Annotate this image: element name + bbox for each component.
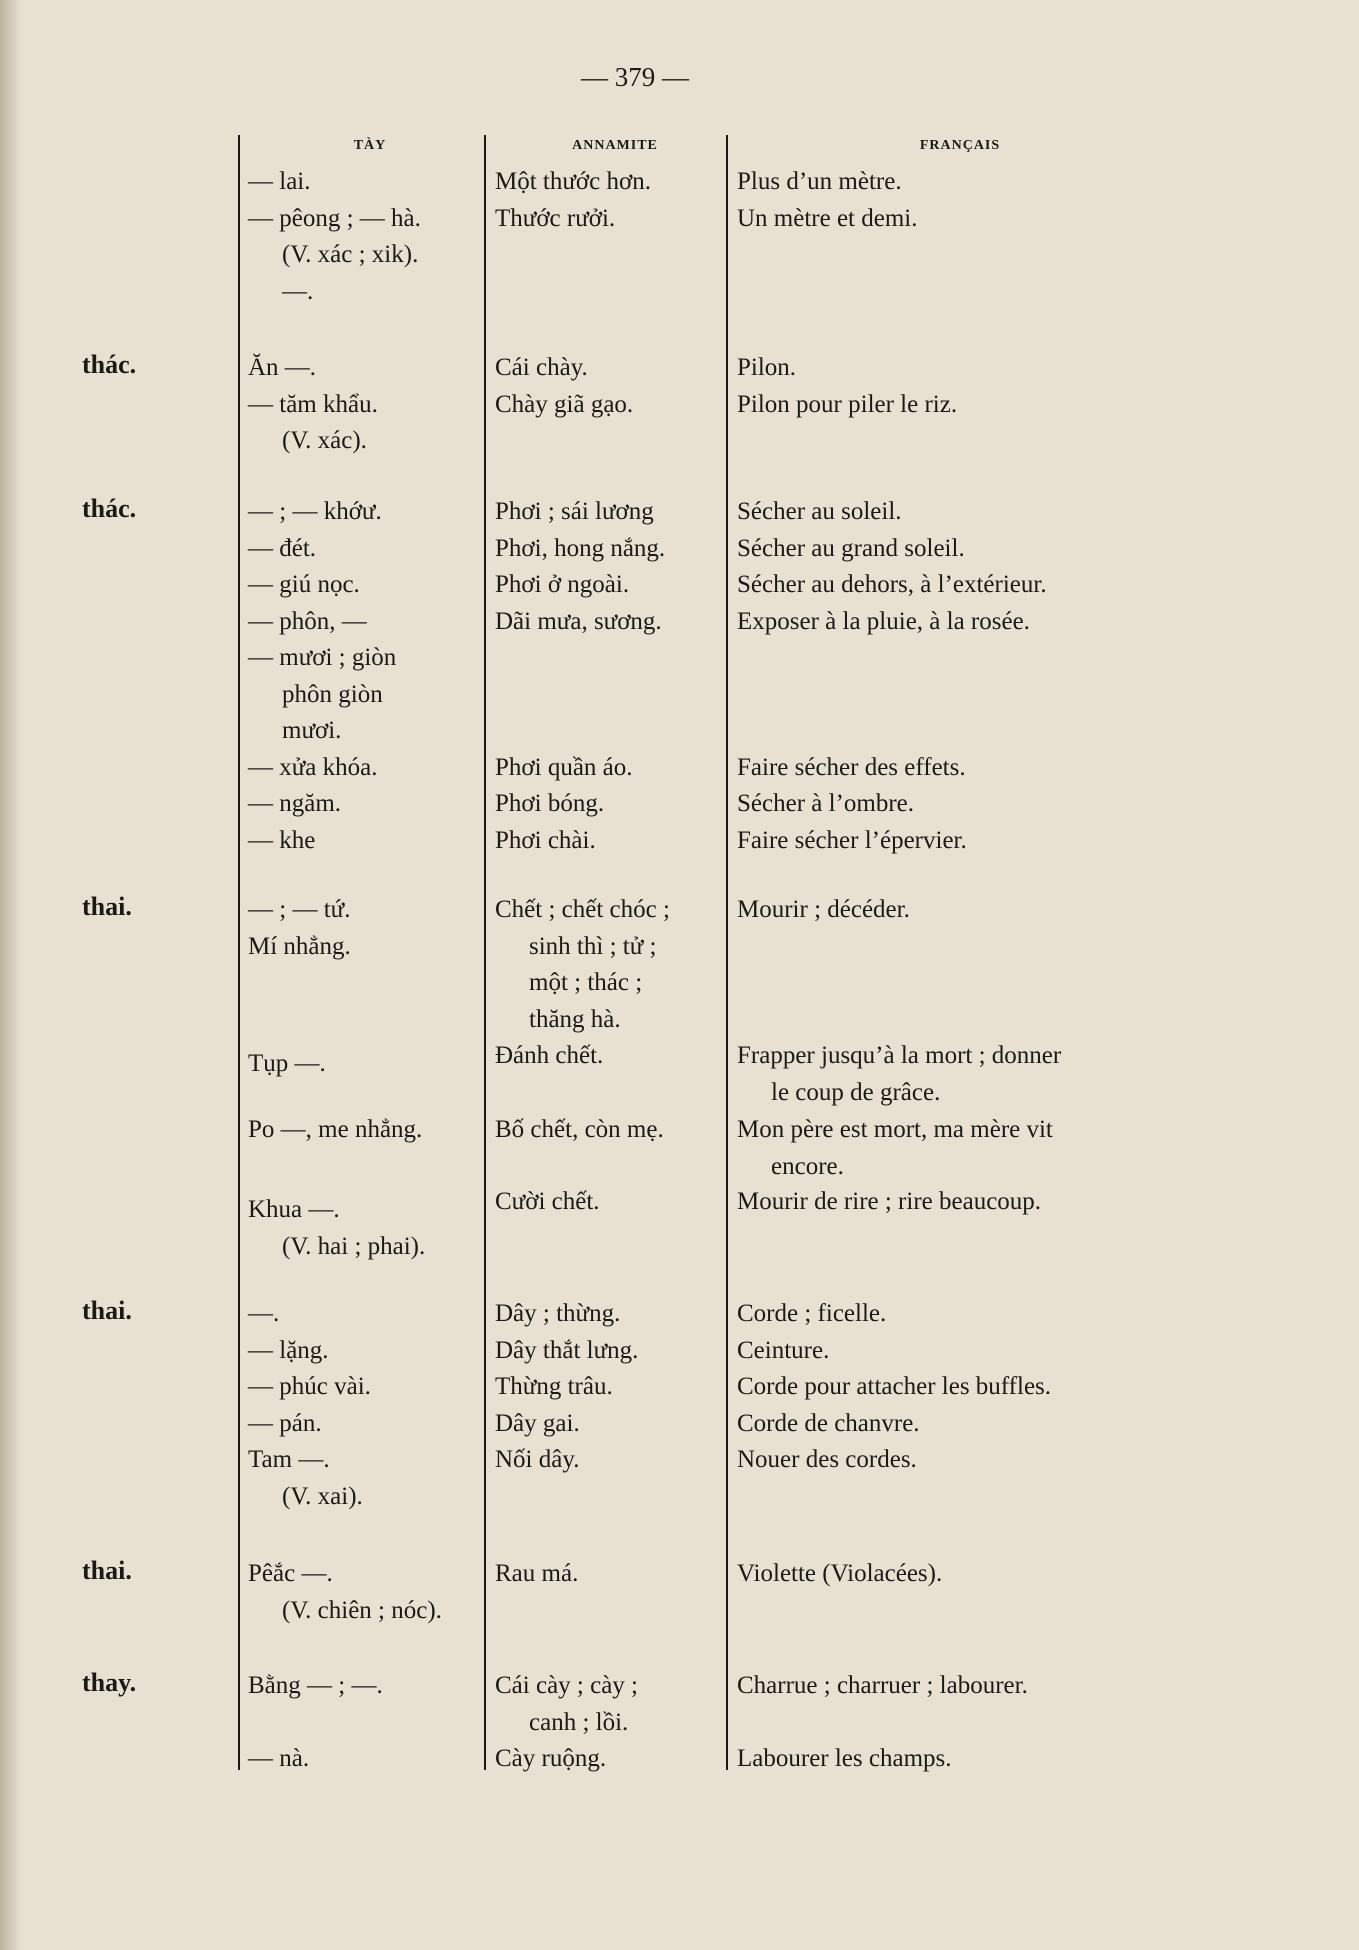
tay-line: — xửa khóa. [248, 753, 378, 781]
tay-line: Mí nhẳng. [248, 932, 351, 960]
annamite-line: Cười chết. [495, 1188, 600, 1215]
francais-line: Exposer à la pluie, à la rosée. [737, 607, 1030, 635]
annamite-line: Phơi ; sái lương [495, 498, 654, 525]
francais-line [737, 677, 1177, 714]
annamite-line: Nối dây. [495, 1446, 580, 1473]
francais-cell [737, 1556, 1177, 1593]
tay-line: — pán. [248, 1409, 322, 1437]
page-edge-shadow [0, 0, 22, 1950]
annamite-line: Phơi chài. [495, 826, 596, 854]
headword: thác. [82, 350, 137, 379]
annamite-cell [495, 164, 720, 237]
francais-cell [737, 892, 1177, 929]
annamite-line: Dây gai. [495, 1409, 580, 1437]
francais-cell [737, 494, 1177, 859]
tay-cell [248, 1112, 478, 1149]
francais-line: Violette (Violacées). [737, 1560, 943, 1587]
francais-line: Pilon pour piler le riz. [737, 390, 958, 418]
tay-line: Bằng — ; —. [248, 1672, 383, 1699]
tay-line: (V. xác). [282, 427, 367, 454]
annamite-cell [495, 1112, 720, 1149]
francais-line [737, 640, 1177, 677]
francais-line [737, 1705, 1177, 1742]
annamite-line: Thừng trâu. [495, 1373, 613, 1400]
annamite-line: Dãi mưa, sương. [495, 607, 662, 635]
tay-line: Pêắc —. [248, 1560, 333, 1587]
column-rule-2 [484, 135, 486, 1770]
tay-line: (V. xác ; xik). [282, 241, 419, 268]
column-header-francais: FRANÇAIS [919, 138, 1001, 153]
annamite-line: canh ; lồi. [529, 1708, 629, 1736]
francais-line: Pilon. [737, 354, 797, 381]
francais-line: Sécher à l’ombre. [737, 790, 915, 817]
annamite-line: Dây ; thừng. [495, 1300, 621, 1327]
tay-line: Tam —. [248, 1446, 330, 1473]
tay-line: — khe [248, 826, 316, 854]
tay-cell [248, 1192, 478, 1265]
tay-line: — phôn, — [248, 607, 367, 635]
annamite-cell [495, 1038, 720, 1075]
tay-cell [248, 164, 478, 310]
francais-cell [737, 1668, 1177, 1778]
annamite-line: Dây thắt lưng. [495, 1336, 639, 1364]
annamite-line [495, 677, 720, 714]
column-header-annamite: ANNAMITE [572, 138, 658, 153]
tay-line: Khua —. [248, 1196, 340, 1223]
annamite-cell [495, 892, 720, 1038]
tay-line: — ; — tứ. [248, 896, 351, 923]
tay-line: — pêong ; — hà. [248, 204, 421, 232]
francais-line: Corde de chanvre. [737, 1409, 920, 1437]
annamite-line: Phơi, hong nắng. [495, 534, 666, 562]
column-rule-1 [238, 135, 240, 1770]
tay-line: — nà. [248, 1745, 310, 1772]
tay-cell [248, 892, 478, 965]
francais-cell [737, 1112, 1177, 1185]
francais-line: Mourir de rire ; rire beaucoup. [737, 1188, 1042, 1215]
annamite-cell [495, 1668, 720, 1778]
annamite-cell [495, 350, 720, 423]
annamite-line: Bố chết, còn mẹ. [495, 1116, 664, 1143]
tay-line: — lặng. [248, 1336, 329, 1364]
annamite-line: Phơi bóng. [495, 790, 605, 817]
headword: thai. [82, 892, 132, 921]
annamite-line [495, 640, 720, 677]
tay-cell [248, 1556, 478, 1629]
annamite-line: Phơi ở ngoài. [495, 571, 630, 598]
francais-line: Labourer les champs. [737, 1745, 952, 1772]
annamite-line: Cái chày. [495, 354, 588, 381]
francais-line [737, 713, 1177, 750]
francais-cell [737, 1184, 1177, 1221]
francais-line: Plus d’un mètre. [737, 168, 902, 195]
page-number: — 379 — [581, 62, 689, 92]
tay-line: Tụp —. [248, 1050, 326, 1077]
annamite-line: sinh thì ; tử ; [529, 932, 657, 960]
tay-line: —. [248, 1300, 280, 1327]
tay-line: — ngăm. [248, 790, 342, 817]
annamite-line: Chày giã gạo. [495, 390, 634, 418]
francais-line: Charrue ; charruer ; labourer. [737, 1672, 1028, 1699]
annamite-cell [495, 1556, 720, 1593]
annamite-line: Cái cày ; cày ; [495, 1672, 638, 1699]
tay-line: phôn giòn [282, 680, 383, 708]
headword: thay. [82, 1668, 137, 1697]
francais-cell [737, 1038, 1177, 1111]
francais-line: Faire sécher l’épervier. [737, 826, 967, 854]
annamite-cell [495, 1296, 720, 1479]
headword: thác. [82, 494, 137, 523]
column-rule-3 [726, 135, 728, 1770]
tay-line: (V. chiên ; nóc). [282, 1596, 442, 1624]
headword: thai. [82, 1296, 132, 1325]
tay-line [248, 1705, 478, 1742]
francais-line: Mon père est mort, ma mère vit [737, 1116, 1053, 1143]
francais-line: encore. [771, 1152, 844, 1180]
tay-line: — lai. [248, 168, 311, 195]
tay-line: — đét. [248, 534, 317, 562]
tay-cell [248, 494, 478, 859]
francais-line: Corde ; ficelle. [737, 1300, 887, 1327]
tay-line: — mươi ; giòn [248, 644, 397, 671]
tay-cell [248, 350, 478, 460]
francais-line: Sécher au dehors, à l’extérieur. [737, 571, 1047, 598]
tay-line: (V. hai ; phai). [282, 1232, 426, 1260]
column-header-tay: TÀY [353, 138, 387, 153]
tay-line: —. [282, 277, 314, 305]
tay-line: — giú nọc. [248, 571, 360, 598]
tay-line: — phúc vài. [248, 1373, 371, 1400]
tay-line: — ; — khớư. [248, 498, 382, 525]
annamite-line: Cày ruộng. [495, 1745, 607, 1772]
tay-line: Po —, me nhẳng. [248, 1116, 423, 1143]
annamite-line: Chết ; chết chóc ; [495, 896, 670, 923]
francais-line: Ceinture. [737, 1336, 830, 1364]
tay-line: Ăn —. [248, 354, 317, 381]
francais-line: Sécher au soleil. [737, 498, 902, 525]
francais-cell [737, 350, 1177, 423]
tay-line: mươi. [282, 717, 342, 744]
francais-line: Corde pour attacher les buffles. [737, 1373, 1052, 1400]
francais-line: Faire sécher des effets. [737, 753, 966, 781]
francais-line: Nouer des cordes. [737, 1446, 917, 1473]
annamite-line: một ; thác ; [529, 969, 643, 996]
francais-line: Sécher au grand soleil. [737, 534, 965, 562]
francais-line: Mourir ; décéder. [737, 896, 910, 923]
tay-line: (V. xai). [282, 1482, 363, 1510]
annamite-line: thăng hà. [529, 1005, 621, 1033]
francais-line: Frapper jusqu’à la mort ; donner [737, 1042, 1062, 1069]
francais-cell [737, 164, 1177, 237]
tay-cell [248, 1046, 478, 1083]
francais-line: Un mètre et demi. [737, 204, 918, 232]
annamite-line: Một thước hơn. [495, 168, 651, 195]
francais-cell [737, 1296, 1177, 1479]
annamite-cell [495, 494, 720, 859]
annamite-line: Đánh chết. [495, 1042, 604, 1069]
tay-cell [248, 1296, 478, 1515]
annamite-line [495, 713, 720, 750]
tay-cell [248, 1668, 478, 1778]
headword: thai. [82, 1556, 132, 1585]
annamite-line: Phơi quần áo. [495, 753, 633, 781]
annamite-line: Rau má. [495, 1560, 579, 1587]
francais-line: le coup de grâce. [771, 1078, 941, 1106]
annamite-line: Thước rưởi. [495, 204, 616, 232]
annamite-cell [495, 1184, 720, 1221]
tay-line: — tăm khẩu. [248, 390, 378, 418]
